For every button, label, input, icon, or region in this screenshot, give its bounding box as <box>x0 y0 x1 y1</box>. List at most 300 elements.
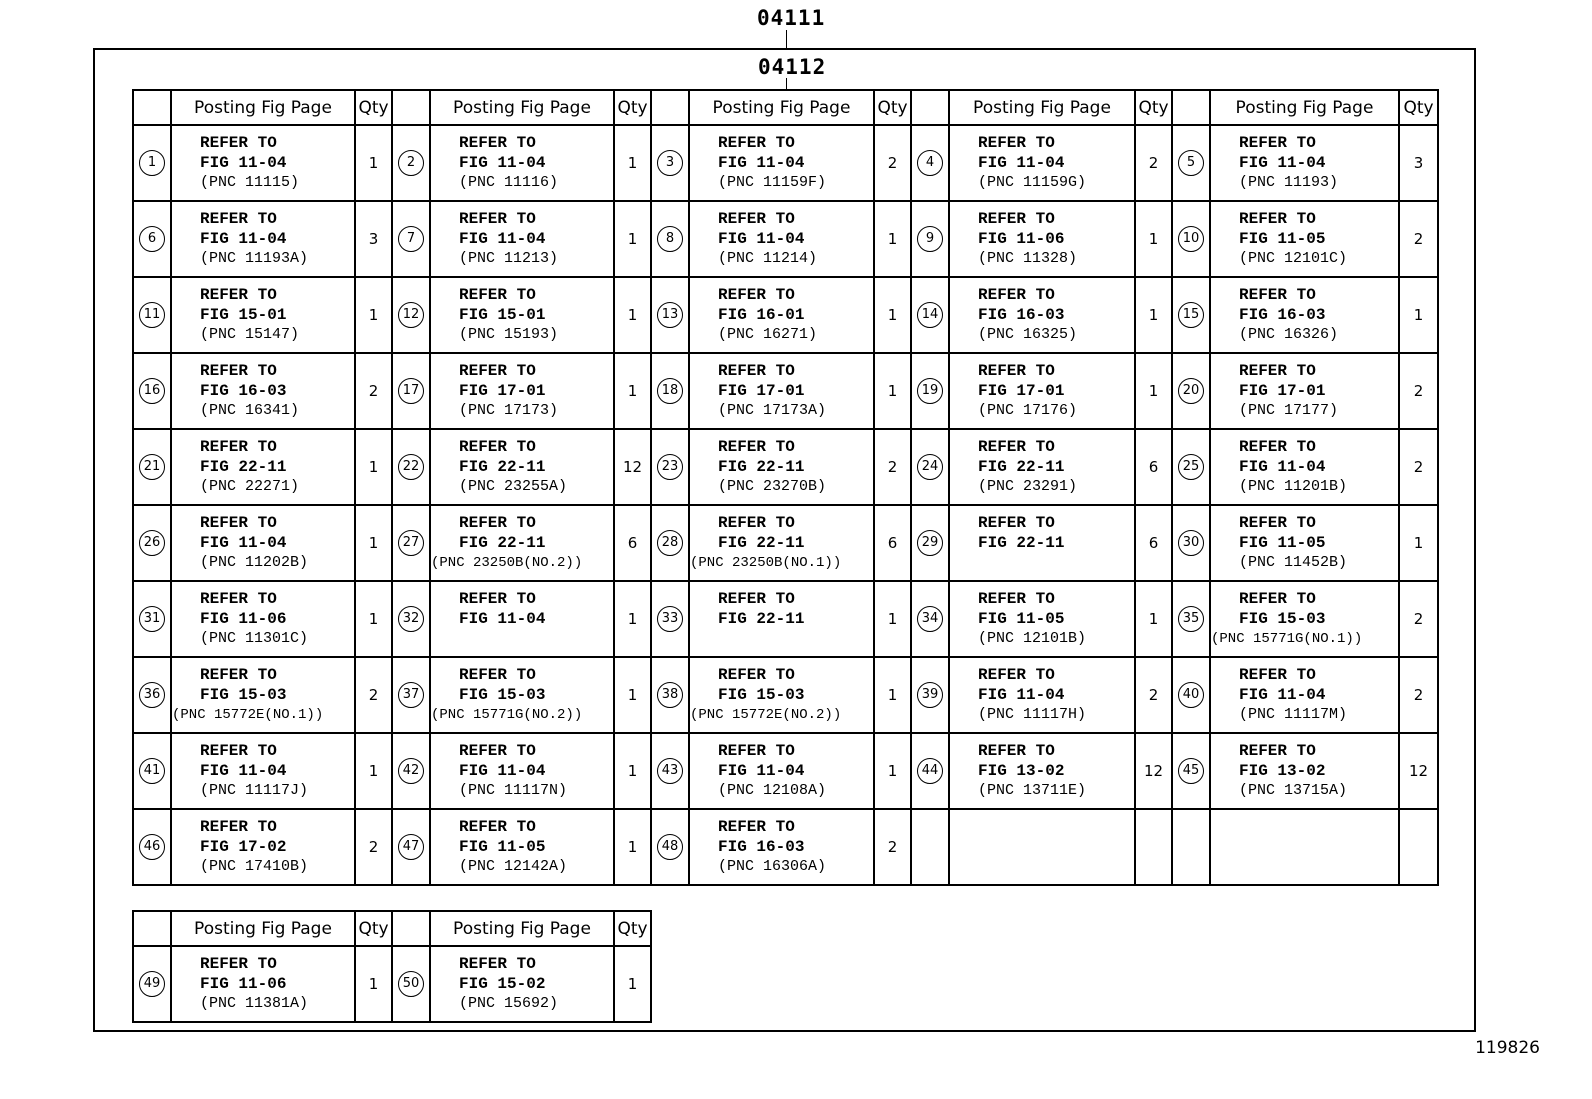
quantity-cell: 1 <box>1135 353 1172 429</box>
header-number <box>133 90 171 125</box>
fig-page-text: FIG 22-11 <box>718 610 805 628</box>
item-number-cell <box>133 353 171 429</box>
item-number-cell <box>1172 809 1210 885</box>
item-number-badge: 21 <box>139 454 165 480</box>
pnc-text <box>718 629 873 649</box>
quantity-cell: 6 <box>1135 505 1172 581</box>
posting-reference-cell <box>1210 733 1399 809</box>
item-number-badge: 46 <box>139 834 165 860</box>
item-number-cell <box>651 733 689 809</box>
table-row <box>133 733 1438 809</box>
pnc-text: (PNC 11214) <box>718 250 818 267</box>
item-number-cell <box>1172 201 1210 277</box>
item-number-badge: 27 <box>398 530 424 556</box>
item-number-badge: 8 <box>657 226 683 252</box>
header-number <box>1172 90 1210 125</box>
fig-page-text: FIG 17-01 <box>978 382 1065 400</box>
refer-to-text: REFER TO <box>200 362 277 380</box>
posting-reference-cell <box>689 733 874 809</box>
item-number-cell <box>651 809 689 885</box>
quantity-cell <box>1399 809 1438 885</box>
item-number-cell <box>1172 733 1210 809</box>
posting-reference-cell <box>689 429 874 505</box>
posting-reference-cell <box>430 733 614 809</box>
pnc-text: (PNC 16341) <box>200 402 300 419</box>
table-row <box>133 581 1438 657</box>
pnc-text: (PNC 11201B) <box>1239 478 1348 495</box>
refer-to-text: REFER TO <box>978 362 1055 380</box>
header-posting-fig-page: Posting Fig Page <box>171 911 355 946</box>
posting-reference-cell <box>430 353 614 429</box>
header-qty: Qty <box>355 911 392 946</box>
posting-reference-cell <box>949 505 1135 581</box>
refer-to-text: REFER TO <box>978 286 1055 304</box>
header-posting-fig-page: Posting Fig Page <box>430 911 614 946</box>
quantity-cell: 1 <box>614 657 651 733</box>
posting-reference-cell <box>689 353 874 429</box>
quantity-cell: 3 <box>1399 125 1438 201</box>
posting-reference-cell <box>430 581 614 657</box>
item-number-badge: 7 <box>398 226 424 252</box>
refer-to-text: REFER TO <box>200 438 277 456</box>
pnc-text: (PNC 11193) <box>1239 174 1339 191</box>
quantity-cell: 1 <box>1135 201 1172 277</box>
pnc-text: (PNC 16306A) <box>718 858 827 875</box>
header-posting-fig-page: Posting Fig Page <box>171 90 355 125</box>
refer-to-text: REFER TO <box>978 134 1055 152</box>
item-number-cell <box>133 277 171 353</box>
item-number-badge: 28 <box>657 530 683 556</box>
quantity-cell: 12 <box>1399 733 1438 809</box>
fig-page-text: FIG 22-11 <box>718 534 805 552</box>
pnc-text: (PNC 11213) <box>459 250 559 267</box>
header-qty: Qty <box>1135 90 1172 125</box>
quantity-cell: 2 <box>1399 429 1438 505</box>
fig-page-text: FIG 15-03 <box>1239 610 1326 628</box>
posting-reference-cell <box>430 946 614 1022</box>
item-number-badge: 10 <box>1178 226 1204 252</box>
item-number-cell <box>1172 581 1210 657</box>
quantity-cell: 1 <box>874 353 911 429</box>
header-number <box>651 90 689 125</box>
item-number-badge: 2 <box>398 150 424 176</box>
posting-reference-cell <box>1210 353 1399 429</box>
fig-page-text: FIG 15-03 <box>459 686 546 704</box>
refer-to-text: REFER TO <box>718 286 795 304</box>
item-number-cell <box>133 657 171 733</box>
item-number-badge: 18 <box>657 378 683 404</box>
refer-to-text: REFER TO <box>200 742 277 760</box>
item-number-cell <box>651 353 689 429</box>
table-row <box>133 505 1438 581</box>
posting-reference-cell <box>1210 505 1399 581</box>
header-posting-fig-page: Posting Fig Page <box>430 90 614 125</box>
posting-reference-cell <box>171 505 355 581</box>
item-number-cell <box>911 353 949 429</box>
item-number-cell <box>651 429 689 505</box>
posting-reference-cell <box>949 733 1135 809</box>
header-number <box>911 90 949 125</box>
item-number-cell <box>133 125 171 201</box>
quantity-cell: 1 <box>355 429 392 505</box>
pnc-text: (PNC 16326) <box>1239 326 1339 343</box>
item-number-cell <box>651 505 689 581</box>
item-number-badge: 31 <box>139 606 165 632</box>
refer-to-text: REFER TO <box>1239 210 1316 228</box>
item-number-badge: 11 <box>139 302 165 328</box>
fig-page-text: FIG 22-11 <box>200 458 287 476</box>
quantity-cell: 1 <box>874 733 911 809</box>
refer-to-text: REFER TO <box>978 438 1055 456</box>
header-posting-fig-page: Posting Fig Page <box>689 90 874 125</box>
fig-page-text: FIG 17-02 <box>200 838 287 856</box>
quantity-cell: 1 <box>614 201 651 277</box>
table-row <box>133 201 1438 277</box>
pnc-text: (PNC 11328) <box>978 250 1078 267</box>
fig-page-text: FIG 11-04 <box>200 762 287 780</box>
pnc-text: (PNC 15147) <box>200 326 300 343</box>
posting-reference-cell <box>1210 657 1399 733</box>
item-number-badge: 29 <box>917 530 943 556</box>
item-number-badge: 19 <box>917 378 943 404</box>
refer-to-text: REFER TO <box>200 818 277 836</box>
quantity-cell: 1 <box>614 353 651 429</box>
pnc-text: (PNC 23250B(NO.2)) <box>431 555 583 571</box>
pnc-text <box>459 629 613 649</box>
pnc-text: (PNC 11116) <box>459 174 559 191</box>
refer-to-text: REFER TO <box>718 438 795 456</box>
header-qty: Qty <box>614 90 651 125</box>
item-number-cell <box>911 125 949 201</box>
quantity-cell: 3 <box>355 201 392 277</box>
posting-reference-cell <box>430 429 614 505</box>
quantity-cell: 12 <box>614 429 651 505</box>
fig-page-text: FIG 11-04 <box>459 154 546 172</box>
table-row <box>133 809 1438 885</box>
quantity-cell: 1 <box>874 277 911 353</box>
pnc-text: (PNC 11159G) <box>978 174 1087 191</box>
assembly-code-outer: 04111 <box>757 6 826 30</box>
fig-page-text: FIG 11-04 <box>1239 154 1326 172</box>
posting-reference-cell <box>171 733 355 809</box>
posting-reference-cell <box>949 201 1135 277</box>
posting-reference-cell <box>430 277 614 353</box>
refer-to-text: REFER TO <box>459 362 536 380</box>
posting-reference-cell <box>430 505 614 581</box>
fig-page-text: FIG 15-01 <box>200 306 287 324</box>
posting-reference-cell <box>171 581 355 657</box>
table-header-row <box>133 911 651 946</box>
item-number-badge: 35 <box>1178 606 1204 632</box>
refer-to-text: REFER TO <box>718 590 795 608</box>
refer-to-text: REFER TO <box>1239 590 1316 608</box>
refer-to-text: REFER TO <box>459 134 536 152</box>
item-number-badge: 1 <box>139 150 165 176</box>
quantity-cell: 1 <box>614 277 651 353</box>
posting-reference-cell <box>689 657 874 733</box>
item-number-cell <box>911 277 949 353</box>
pnc-text: (PNC 11159F) <box>718 174 827 191</box>
item-number-cell <box>133 581 171 657</box>
fig-page-text: FIG 11-04 <box>718 154 805 172</box>
pnc-text: (PNC 17173A) <box>718 402 827 419</box>
table-row <box>133 657 1438 733</box>
refer-to-text: REFER TO <box>459 210 536 228</box>
item-number-badge: 42 <box>398 758 424 784</box>
item-number-badge: 3 <box>657 150 683 176</box>
fig-page-text: FIG 16-03 <box>718 838 805 856</box>
posting-reference-cell <box>689 125 874 201</box>
quantity-cell: 1 <box>355 125 392 201</box>
header-posting-fig-page: Posting Fig Page <box>949 90 1135 125</box>
fig-page-text: FIG 11-04 <box>1239 458 1326 476</box>
item-number-cell <box>911 429 949 505</box>
item-number-cell <box>651 657 689 733</box>
refer-to-text: REFER TO <box>1239 362 1316 380</box>
fig-page-text: FIG 22-11 <box>978 458 1065 476</box>
posting-reference-cell <box>689 581 874 657</box>
quantity-cell: 2 <box>1135 657 1172 733</box>
pnc-text: (PNC 15771G(NO.1)) <box>1211 631 1363 647</box>
item-number-badge: 41 <box>139 758 165 784</box>
parts-reference-table-extra <box>132 910 652 1023</box>
fig-page-text: FIG 16-03 <box>200 382 287 400</box>
refer-to-text: REFER TO <box>1239 514 1316 532</box>
table-row <box>133 277 1438 353</box>
quantity-cell: 1 <box>355 581 392 657</box>
refer-to-text: REFER TO <box>1239 666 1316 684</box>
quantity-cell: 12 <box>1135 733 1172 809</box>
item-number-cell <box>1172 657 1210 733</box>
quantity-cell: 2 <box>874 809 911 885</box>
item-number-badge: 13 <box>657 302 683 328</box>
fig-page-text: FIG 13-02 <box>978 762 1065 780</box>
fig-page-text: FIG 11-06 <box>978 230 1065 248</box>
assembly-code-inner: 04112 <box>758 55 827 79</box>
table-row <box>133 125 1438 201</box>
header-qty: Qty <box>874 90 911 125</box>
fig-page-text: FIG 22-11 <box>978 534 1065 552</box>
refer-to-text: REFER TO <box>1239 286 1316 304</box>
item-number-badge: 39 <box>917 682 943 708</box>
item-number-badge: 26 <box>139 530 165 556</box>
refer-to-text: REFER TO <box>200 286 277 304</box>
refer-to-text: REFER TO <box>459 438 536 456</box>
pnc-text: (PNC 11117J) <box>200 782 309 799</box>
refer-to-text: REFER TO <box>459 286 536 304</box>
pnc-text: (PNC 11193A) <box>200 250 309 267</box>
refer-to-text: REFER TO <box>1239 742 1316 760</box>
item-number-badge: 30 <box>1178 530 1204 556</box>
item-number-cell <box>133 946 171 1022</box>
posting-reference-cell <box>689 505 874 581</box>
item-number-cell <box>392 353 430 429</box>
quantity-cell: 2 <box>355 809 392 885</box>
quantity-cell: 2 <box>1399 353 1438 429</box>
pnc-text: (PNC 11202B) <box>200 554 309 571</box>
item-number-badge: 49 <box>139 971 165 997</box>
quantity-cell: 6 <box>614 505 651 581</box>
refer-to-text: REFER TO <box>459 666 536 684</box>
item-number-cell <box>911 201 949 277</box>
item-number-cell <box>911 505 949 581</box>
item-number-cell <box>392 201 430 277</box>
refer-to-text: REFER TO <box>200 210 277 228</box>
quantity-cell: 2 <box>1399 657 1438 733</box>
fig-page-text: FIG 11-04 <box>459 762 546 780</box>
item-number-badge: 23 <box>657 454 683 480</box>
quantity-cell: 1 <box>1135 581 1172 657</box>
fig-page-text: FIG 16-03 <box>1239 306 1326 324</box>
posting-reference-cell <box>171 809 355 885</box>
fig-page-text: FIG 13-02 <box>1239 762 1326 780</box>
fig-page-text: FIG 11-04 <box>200 154 287 172</box>
refer-to-text: REFER TO <box>978 590 1055 608</box>
posting-reference-cell <box>171 429 355 505</box>
refer-to-text: REFER TO <box>459 590 536 608</box>
item-number-badge: 12 <box>398 302 424 328</box>
pnc-text: (PNC 11381A) <box>200 995 309 1012</box>
pnc-text: (PNC 17177) <box>1239 402 1339 419</box>
quantity-cell: 2 <box>1135 125 1172 201</box>
refer-to-text: REFER TO <box>200 666 277 684</box>
refer-to-text: REFER TO <box>718 818 795 836</box>
item-number-cell <box>651 277 689 353</box>
posting-reference-cell <box>1210 201 1399 277</box>
fig-page-text: FIG 11-06 <box>200 975 287 993</box>
quantity-cell: 1 <box>1399 277 1438 353</box>
pnc-text: (PNC 23270B) <box>718 478 827 495</box>
item-number-badge: 37 <box>398 682 424 708</box>
posting-reference-cell <box>689 201 874 277</box>
item-number-cell <box>1172 505 1210 581</box>
item-number-badge: 36 <box>139 682 165 708</box>
quantity-cell: 2 <box>874 125 911 201</box>
pnc-text: (PNC 11117H) <box>978 706 1087 723</box>
pnc-text: (PNC 15692) <box>459 995 559 1012</box>
header-qty: Qty <box>614 911 651 946</box>
posting-reference-cell <box>171 201 355 277</box>
header-qty: Qty <box>1399 90 1438 125</box>
item-number-cell <box>392 733 430 809</box>
pnc-text: (PNC 12142A) <box>459 858 568 875</box>
fig-page-text: FIG 11-04 <box>1239 686 1326 704</box>
item-number-badge: 9 <box>917 226 943 252</box>
pnc-text: (PNC 13715A) <box>1239 782 1348 799</box>
quantity-cell: 2 <box>1399 201 1438 277</box>
pnc-text: (PNC 15771G(NO.2)) <box>431 707 583 723</box>
refer-to-text: REFER TO <box>718 742 795 760</box>
refer-to-text: REFER TO <box>1239 438 1316 456</box>
pnc-text: (PNC 23291) <box>978 478 1078 495</box>
pnc-text: (PNC 15772E(NO.1)) <box>172 707 324 723</box>
item-number-badge: 4 <box>917 150 943 176</box>
quantity-cell: 1 <box>614 733 651 809</box>
item-number-cell <box>651 201 689 277</box>
refer-to-text: REFER TO <box>978 742 1055 760</box>
quantity-cell: 1 <box>1399 505 1438 581</box>
fig-page-text: FIG 11-04 <box>718 762 805 780</box>
quantity-cell: 1 <box>355 505 392 581</box>
quantity-cell: 1 <box>874 581 911 657</box>
refer-to-text: REFER TO <box>200 134 277 152</box>
item-number-cell <box>392 505 430 581</box>
posting-reference-cell <box>430 657 614 733</box>
pnc-text: (PNC 17176) <box>978 402 1078 419</box>
table-row <box>133 353 1438 429</box>
quantity-cell: 1 <box>614 809 651 885</box>
pnc-text: (PNC 13711E) <box>978 782 1087 799</box>
fig-page-text: FIG 11-04 <box>459 230 546 248</box>
refer-to-text: REFER TO <box>718 210 795 228</box>
refer-to-text: REFER TO <box>718 666 795 684</box>
refer-to-text: REFER TO <box>459 818 536 836</box>
posting-reference-cell <box>171 125 355 201</box>
posting-reference-cell <box>949 657 1135 733</box>
pnc-text <box>978 553 1134 573</box>
item-number-badge: 44 <box>917 758 943 784</box>
posting-reference-cell <box>1210 429 1399 505</box>
header-posting-fig-page: Posting Fig Page <box>1210 90 1399 125</box>
fig-page-text: FIG 11-04 <box>200 534 287 552</box>
refer-to-text: REFER TO <box>1239 134 1316 152</box>
fig-page-text: FIG 15-01 <box>459 306 546 324</box>
refer-to-text: REFER TO <box>459 514 536 532</box>
refer-to-text: REFER TO <box>200 514 277 532</box>
posting-reference-cell <box>171 277 355 353</box>
item-number-cell <box>911 657 949 733</box>
posting-reference-cell <box>171 946 355 1022</box>
pnc-text: (PNC 23250B(NO.1)) <box>690 555 842 571</box>
quantity-cell: 1 <box>874 657 911 733</box>
posting-reference-cell <box>1210 809 1399 885</box>
item-number-cell <box>1172 277 1210 353</box>
quantity-cell: 1 <box>1135 277 1172 353</box>
item-number-cell <box>1172 353 1210 429</box>
item-number-cell <box>1172 125 1210 201</box>
item-number-badge: 33 <box>657 606 683 632</box>
header-number <box>392 90 430 125</box>
quantity-cell: 1 <box>614 125 651 201</box>
item-number-cell <box>911 733 949 809</box>
item-number-cell <box>1172 429 1210 505</box>
item-number-badge: 17 <box>398 378 424 404</box>
item-number-cell <box>392 277 430 353</box>
item-number-cell <box>651 581 689 657</box>
posting-reference-cell <box>689 809 874 885</box>
item-number-cell <box>392 125 430 201</box>
quantity-cell: 1 <box>614 946 651 1022</box>
table-row <box>133 946 651 1022</box>
table-row <box>133 429 1438 505</box>
posting-reference-cell <box>171 657 355 733</box>
item-number-cell <box>911 581 949 657</box>
quantity-cell: 1 <box>874 201 911 277</box>
header-number <box>392 911 430 946</box>
posting-reference-cell <box>430 125 614 201</box>
quantity-cell: 6 <box>1135 429 1172 505</box>
pnc-text: (PNC 11301C) <box>200 630 309 647</box>
fig-page-text: FIG 22-11 <box>718 458 805 476</box>
item-number-badge: 48 <box>657 834 683 860</box>
fig-page-text: FIG 11-04 <box>718 230 805 248</box>
item-number-badge: 43 <box>657 758 683 784</box>
posting-reference-cell <box>1210 125 1399 201</box>
item-number-badge: 22 <box>398 454 424 480</box>
item-number-cell <box>392 809 430 885</box>
fig-page-text: FIG 17-01 <box>1239 382 1326 400</box>
pnc-text: (PNC 16325) <box>978 326 1078 343</box>
